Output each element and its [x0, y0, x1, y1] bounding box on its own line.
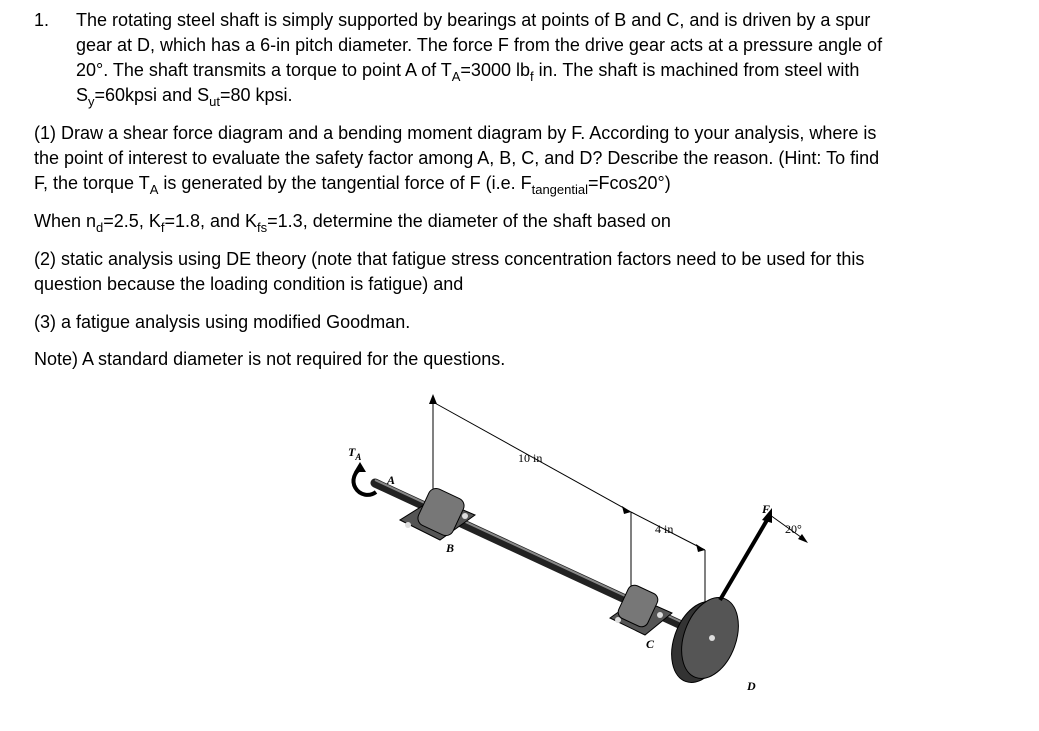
angle-label: 20°: [785, 522, 802, 536]
gear-D: [661, 590, 749, 691]
given-values: When $n_d=2.5$, $K_f=1.8$, and $K_{fs}=1.3$, determine the diameter of the shaft based on: [34, 211, 671, 235]
label-TA: $T_A$: [348, 445, 362, 462]
bearing-C: [610, 583, 672, 635]
dim-4in-label: 4 in: [655, 522, 674, 536]
part2-line-2: question because the loading condition is fatigue) and: [34, 274, 464, 294]
intro-line-4: $S_y=60kpsi$ and $S_{ut}=80$ kpsi.: [76, 85, 293, 109]
force-F-arrow: [720, 515, 770, 600]
problem-number: 1.: [34, 10, 50, 30]
intro-line-2: gear at D, which has a 6-in pitch diameter. The force F from the drive gear acts at a pressure angle of: [76, 35, 883, 55]
label-F: F: [762, 502, 771, 516]
part2-line-1: (2) static analysis using DE theory (note that fatigue stress concentration factors need to be used for this: [34, 249, 865, 269]
note: Note) A standard diameter is not required for the questions.: [34, 349, 506, 369]
dim-10in-label: 10 in: [518, 451, 543, 465]
part3: (3) a fatigue analysis using modified Goodman.: [34, 312, 411, 332]
label-C: C: [646, 637, 655, 651]
arrow-head-4in: [696, 544, 705, 552]
part1-line-2: the point of interest to evaluate the safety factor among A, B, C, and D? Describe the reason. (Hint: To find: [34, 148, 880, 168]
torque-arrowhead: [354, 462, 366, 472]
intro-line-1: The rotating steel shaft is simply supported by bearings at points of B and C, and is driven by a spur: [76, 10, 871, 30]
label-A: A: [387, 473, 396, 487]
part1-line-3: F, the torque $T_A$ is generated by the tangential force of F (i.e. $F_{tangential}=Fcos20^\circ$): [34, 173, 671, 197]
arrow-head-top: [429, 394, 437, 404]
arrow-head-10in: [622, 506, 631, 514]
label-D: D: [747, 679, 756, 693]
part1-line-1: (1) Draw a shear force diagram and a bending moment diagram by F. According to your analysis, where is: [34, 123, 877, 143]
bearing-B: [400, 486, 475, 540]
intro-line-3: 20°. The shaft transmits a torque to point A of $T_A=3000$ $lb_f$ in. The shaft is machined from steel with: [76, 60, 860, 84]
shaft-figure: [300, 380, 860, 725]
label-B: B: [446, 541, 455, 555]
